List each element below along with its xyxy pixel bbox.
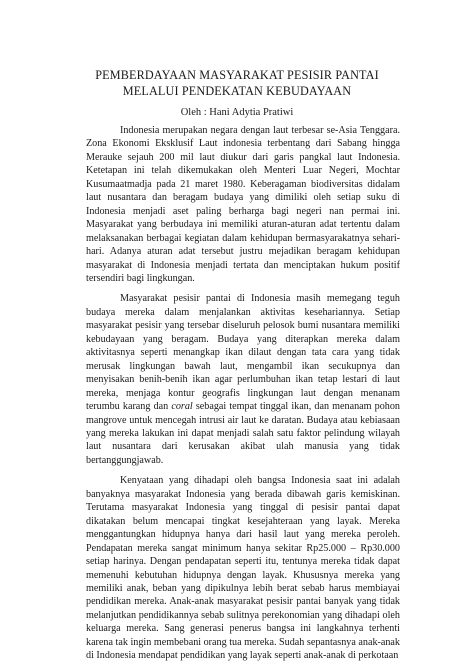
paragraph-2-text-a: Masyarakat pesisir pantai di Indonesia masih memegang teguh budaya mereka dalam menjalankan aktivitas kesehariannya. Setiap masyarakat pesisir yang tersebar diseluruh pelosok bumi nusantara memiliki kebudayaan yang beragam. Budaya yang diterapkan mereka dalam aktivitasnya seperti menangkap ikan dilaut dengan tata cara yang tidak merusak lingkungan bawah laut, mengambil ikan secukupnya dan menyisakan benih-benih ikan agar perlumbuhan ikan tetap lestari di laut mereka, menjaga kontur geografis lingkungan laut dengan menanam terumbu karang dan [86,293,400,413]
document-title-line-1: PEMBERDAYAAN MASYARAKAT PESISIR PANTAI [95,68,379,82]
document-title-line-2: MELALUI PENDEKATAN KEBUDAYAAN [122,84,352,98]
paragraph-2-text-b: sebagai tempat tinggal ikan, dan menanam pohon mangrove untuk mencegah intrusi air laut ke daratan. Budaya atau kebiasaan yang mereka lakukan ini dapat menjadi salah satu faktor pelindung wilayah laut nusantara dari kerusakan akibat ulah manusia yang tidak bertanggungjawab. [86,401,400,466]
body-paragraph-1 [86,124,400,285]
paragraph-1-text: Indonesia merupakan negara dengan laut terbesar se-Asia Tenggara. Zona Ekonomi Eksklusif Laut indonesia terbentang dari Sabang hingga Merauke sejauh 200 mil laut diukur dari garis pangkal laut Indonesia. Ketetapan ini telah dikemukakan oleh Menteri Luar Negeri, Mochtar Kusumaatmadja pada 21 maret 1980. Keberagaman biodiversitas didalam laut nusantara dan beragam budaya yang dimiliki oleh setiap suku di Indonesia menjadi aset paling berharga bagi negeri nan permai ini. Masyarakat yang berbudaya ini memiliki aturan-aturan adat tertentu dalam melaksanakan berbagai kegiatan dalam kehidupan bermasyarakatnya sehari-hari. Adanya aturan adat tersebut justru mejadikan beragam kehidupan masyarakat di Indonesia menjadi tertata dan menciptakan hukum positif tersendiri bagi lingkungan. [86,125,400,284]
body-paragraph-2 [86,292,400,467]
paragraph-2-italic-term: coral [171,401,193,413]
body-paragraph-3 [86,474,400,662]
paragraph-3-text: Kenyataan yang dihadapi oleh bangsa Indonesia saat ini adalah banyaknya masyarakat Indonesia yang berada dibawah garis kemiskinan. Terutama masyarakat Indonesia yang tinggal di pesisir pantai dapat dikatakan belum mencapai tingkat kesejahteraan yang layak. Mereka menggantungkan hidupnya hanya dari hasil laut yang mereka peroleh. Pendapatan mereka sangat minimum hanya sekitar Rp25.000 – Rp30.000 setiap harinya. Dengan pendapatan seperti itu, tentunya mereka tidak dapat memenuhi kebutuhan hidupnya dengan layak. Khususnya mereka yang memiliki anak, beban yang dipikulnya lebih berat sebab harus membiayai pendidikan mereka. Anak-anak masyarakat pesisir pantai banyak yang tidak melanjutkan pendidikannya sebab sulitnya perekonomian yang dihadapi oleh keluarga mereka. Sang generasi penerus bangsa ini langkahnya terhenti karena tak ingin membebani orang tua mereka. Sudah sepantasnya anak-anak di Indonesia mendapat pendidikan yang layak seperti anak-anak di perkotaan [86,475,400,662]
document-body [86,124,400,670]
author-byline: Oleh : Hani Adytia Pratiwi [180,107,294,118]
